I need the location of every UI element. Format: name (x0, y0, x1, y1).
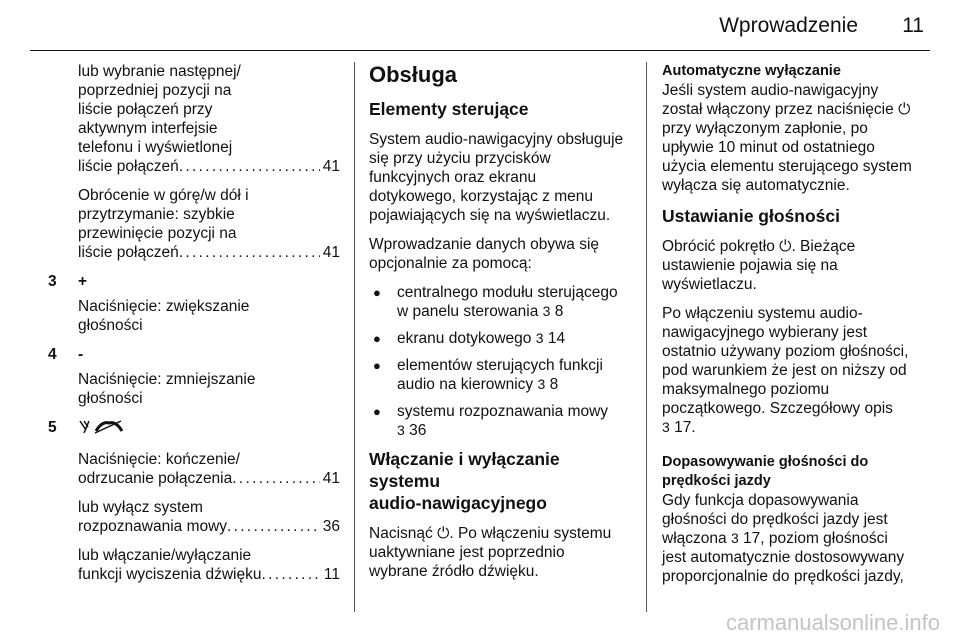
input-methods-list (369, 283, 633, 440)
toc-line: rozpoznawania mowy . . . 36 (78, 517, 340, 536)
paragraph-speed-volume: Gdy funkcja dopasowywania głośności do prędkości jazdy jest włączona 3 17, poziom głośności jest automatycznie dostosowywany proporcjonalnie do prędkości jazdy, (662, 492, 905, 585)
subsection-title-controls: Elementy sterujące (369, 99, 529, 119)
section-title: Obsługa (369, 62, 458, 87)
paragraph-mute: lub włączanie/wyłączanie funkcji wyciszenia dźwięku . . . 11 (78, 546, 340, 584)
column-divider-right (646, 62, 647, 612)
column-divider-left (354, 62, 355, 612)
minus-symbol: - (78, 346, 84, 363)
page-ref-icon: 3 (730, 530, 739, 546)
column-1 (48, 62, 340, 594)
item-number: 3 (48, 273, 57, 290)
page-ref-icon: 3 (397, 422, 405, 438)
page-ref-icon: 3 (537, 376, 546, 392)
paragraph-auto-off: Jeśli system audio-nawigacyjny został włączony przez naciśnięcie ⏻ przy wyłączonym zapłonie, po upływie 10 minut od ostatniego użycia elementu sterującego system wyłącza się automatycznie. (662, 82, 912, 194)
list-item: ● systemu rozpoznawania mowy 3 36 (369, 402, 633, 440)
list-item: ● ekranu dotykowego 3 14 (369, 329, 633, 348)
toc-line: funkcji wyciszenia dźwięku . . . 11 (78, 565, 340, 584)
item-3-heading (48, 272, 340, 291)
item-5-text: Naciśnięcie: kończenie/ odrzucanie połączenia . . . 41 (78, 450, 340, 488)
item-3-text: Naciśnięcie: zwiększanie głośności (78, 298, 250, 334)
page-ref-icon: 3 (542, 303, 551, 319)
heading-speed-volume: Dopasowywanie głośności do prędkości jazdy (662, 454, 869, 489)
page-ref-icon: 3 (535, 330, 544, 346)
list-item: ● centralnego modułu sterującego w panelu sterowania 3 8 (369, 283, 633, 321)
voice-hangup-icon (78, 418, 134, 436)
column-3 (662, 62, 926, 596)
power-knob-icon: ⏻ (779, 238, 792, 255)
paragraph-volume-start: Po włączeniu systemu audio- nawigacyjnego wybierany jest ostatnio używany poziom głośności, pod warunkiem że jest on niższy od maksymalnego poziomu początkowego. Szczegółowy opis 3 17. (662, 305, 909, 436)
page-header (30, 0, 930, 51)
paragraph-intro: System audio-nawigacyjny obsługuje się przy użyciu przycisków funkcyjnych oraz ekranu dotykowego, korzystając z menu pojawiających się na wyświetlaczu. (369, 131, 624, 224)
page-ref-icon: 3 (662, 419, 670, 435)
chapter-title: Wprowadzenie (719, 14, 858, 37)
power-knob-icon: ⏻ (437, 525, 450, 542)
heading-auto-off: Automatyczne wyłączanie (662, 63, 841, 79)
subsection-title-volume: Ustawianie głośności (662, 206, 840, 226)
paragraph-volume: Obrócić pokrętło ⏻. Bieżące ustawienie pojawia się na wyświetlaczu. (662, 238, 856, 293)
paragraph-power: Nacisnąć ⏻. Po włączeniu systemu uaktywniane jest poprzednio wybrane źródło dźwięku. (369, 525, 612, 580)
paragraph-voice-off: lub wyłącz system rozpoznawania mowy . . . 36 (78, 498, 340, 536)
item-4-text: Naciśnięcie: zmniejszanie głośności (78, 371, 256, 407)
page-number: 11 (902, 14, 924, 37)
item-5-heading (48, 418, 340, 438)
toc-line: liście połączeń . . . 41 (78, 243, 340, 262)
paragraph-next-prev: lub wybranie następnej/ poprzedniej pozycji na liście połączeń przy aktywnym interfejsie telefonu i wyświetlonej liście połączeń . . . 41 (78, 62, 340, 176)
paragraph-input: Wprowadzanie danych obywa się opcjonalnie za pomocą: (369, 236, 600, 272)
watermark: carmanualsonline.info (725, 610, 940, 635)
list-item: ● elementów sterujących funkcji audio na kierownicy 3 8 (369, 356, 633, 394)
plus-symbol: + (78, 273, 88, 290)
column-2 (369, 62, 633, 591)
paragraph-fast-scroll: Obrócenie w górę/w dół i przytrzymanie: szybkie przewinięcie pozycji na liście połączeń . . . 41 (78, 186, 340, 262)
toc-line: odrzucanie połączenia . . . 41 (78, 469, 340, 488)
subsection-title-power: Włączanie i wyłączanie systemu audio-nawigacyjnego (369, 449, 560, 513)
item-number: 4 (48, 346, 57, 363)
item-4-heading (48, 345, 340, 364)
item-number: 5 (48, 419, 57, 436)
power-knob-icon: ⏻ (898, 101, 911, 118)
toc-line: liście połączeń . . . 41 (78, 157, 340, 176)
